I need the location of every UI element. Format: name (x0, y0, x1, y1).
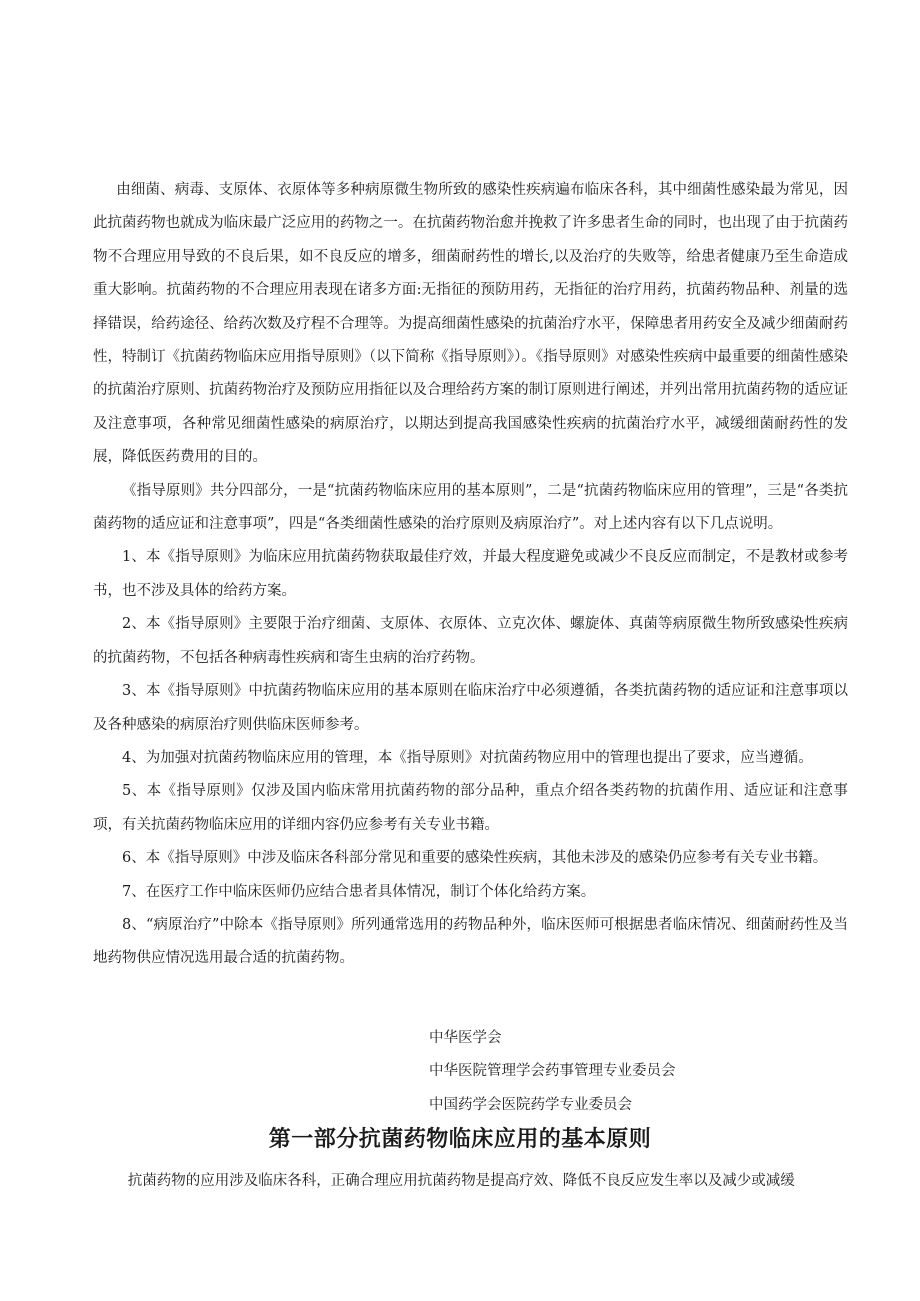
signature-line: 中华医学会 (429, 1030, 502, 1046)
note-item: 1、本《指导原则》为临床应用抗菌药物获取最佳疗效，并最大程度避免或减少不良反应而制定，不是教材或参考书，也不涉及具体的给药方案。 (93, 549, 848, 599)
section-heading: 第一部分抗菌药物临床应用的基本原则 (268, 1127, 652, 1152)
note-item: 3、本《指导原则》中抗菌药物临床应用的基本原则在临床治疗中必须遵循，各类抗菌药物的适应证和注意事项以及各种感染的病原治疗则供临床医师参考。 (93, 683, 848, 733)
note-item: 6、本《指导原则》中涉及临床各科部分常见和重要的感染性疾病，其他未涉及的感染仍应参考有关专业书籍。 (122, 850, 828, 867)
preface-body (93, 174, 848, 976)
note-item: 8、“病原治疗”中除本《指导原则》所列通常选用的药物品种外，临床医师可根据患者临床情况、细菌耐药性及当地药物供应情况选用最合适的抗菌药物。 (93, 916, 848, 967)
note-item: 2、本《指导原则》主要限于治疗细菌、支原体、衣原体、立克次体、螺旋体、真菌等病原微生物所致感染性疾病的抗菌药物，不包括各种病毒性疾病和寄生虫病的治疗药物。 (93, 616, 848, 666)
note-item: 5、本《指导原则》仅涉及国内临床常用抗菌药物的部分品种，重点介绍各类药物的抗菌作用、适应证和注意事项，有关抗菌药物临床应用的详细内容仍应参考有关专业书籍。 (93, 783, 848, 833)
signature-line: 中华医院管理学会药事管理专业委员会 (429, 1063, 676, 1080)
note-item: 4、为加强对抗菌药物临床应用的管理，本《指导原则》对抗菌药物应用中的管理也提出了要求，应当遵循。 (122, 749, 813, 766)
signature-line: 中国药学会医院药学专业委员会 (429, 1096, 632, 1113)
section-first-line: 抗菌药物的应用涉及临床各科，正确合理应用抗菌药物是提高疗效、降低不良反应发生率以及减少或减缓 (127, 1173, 795, 1189)
signature-block (429, 1022, 676, 1122)
structure-paragraph: 《指导原则》共分四部分，一是“抗菌药物临床应用的基本原则”，二是“抗菌药物临床应用的管理”，三是“各类抗菌药物的适应证和注意事项”，四是“各类细菌性感染的治疗原则及病原治疗”。对上述内容有以下几点说明。 (93, 482, 848, 533)
note-item: 7、在医疗工作中临床医师仍应结合患者具体情况，制订个体化给药方案。 (122, 883, 596, 900)
preface-paragraph: 由细菌、病毒、支原体、衣原体等多种病原微生物所致的感染性疾病遍布临床各科，其中细菌性感染最为常见，因此抗菌药物也就成为临床最广泛应用的药物之一。在抗菌药物治愈并挽救了许多患者生命的同时，也出现了由于抗菌药物不合理应用导致的不良后果，如不良反应的增多，细菌耐药性的增长,以及治疗的失败等，给患者健康乃至生命造成重大影响。抗菌药物的不合理应用表现在诸多方面:无指征的预防用药，无指征的治疗用药，抗菌药物品种、剂量的选择错误，给药途径、给药次数及疗程不合理等。为提高细菌性感染的抗菌治疗水平，保障患者用药安全及减少细菌耐药性，特制订《抗菌药物临床应用指导原则》（以下简称《指导原则》）。《指导原则》对感染性疾病中最重要的细菌性感染的抗菌治疗原则、抗菌药物治疗及预防应用指征以及合理给药方案的制订原则进行阐述，并列出常用抗菌药物的适应证及注意事项，各种常见细菌性感染的病原治疗，以期达到提高我国感染性疾病的抗菌治疗水平，减缓细菌耐药性的发展，降低医药费用的目的。 (93, 182, 848, 466)
